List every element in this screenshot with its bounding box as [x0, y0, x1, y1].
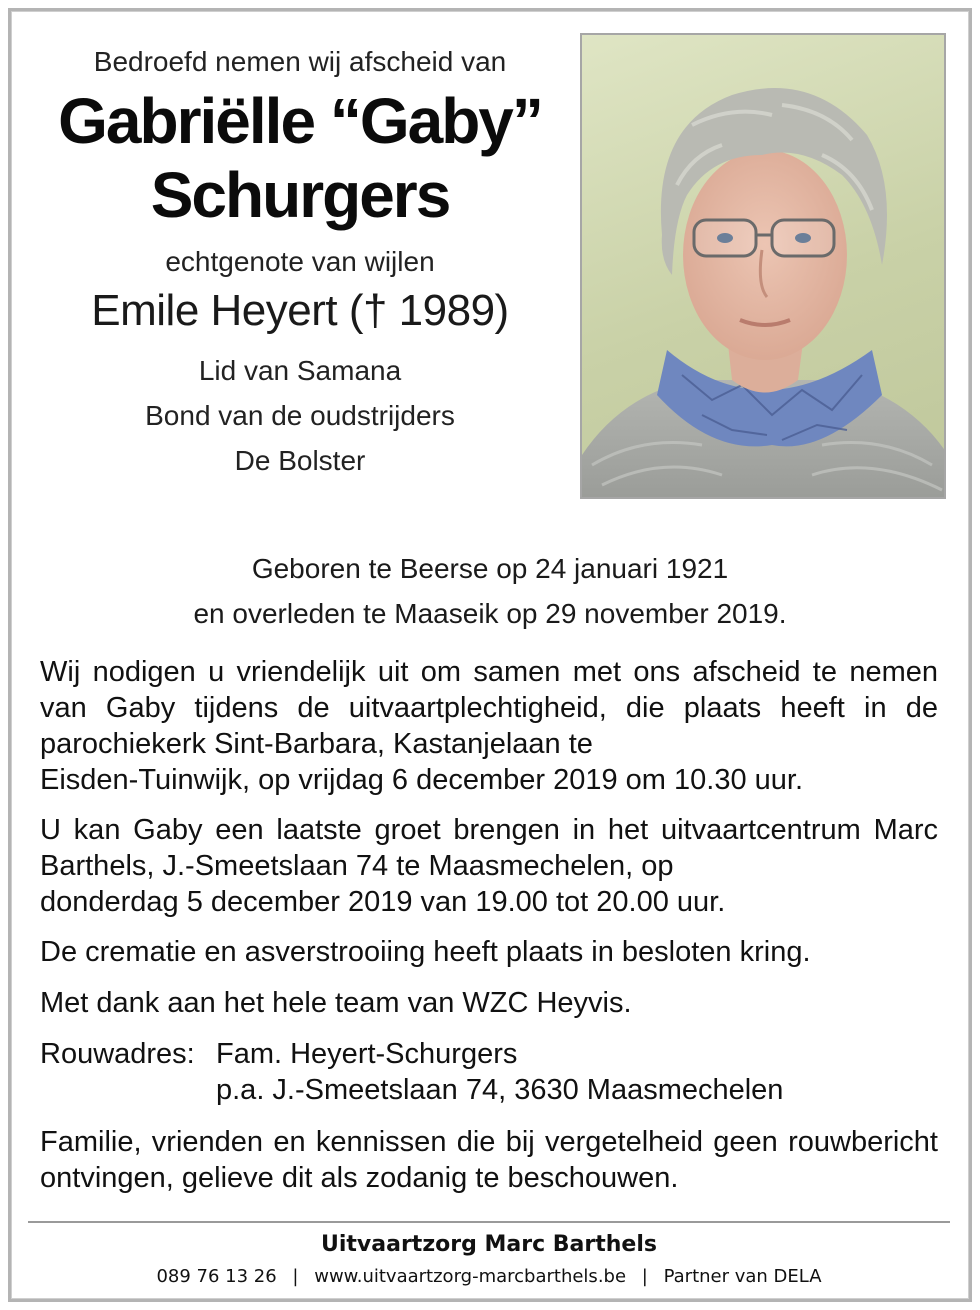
deceased-name-last: Schurgers	[150, 159, 450, 231]
separator: |	[292, 1266, 299, 1287]
membership-list	[30, 348, 570, 483]
deceased-name-first: Gabriëlle “Gaby”	[58, 85, 542, 157]
closing-line: rouwbericht ontvingen, gelieve dit als zodanig te beschouwen.	[40, 1126, 938, 1194]
closing-line: Familie, vrienden en kennissen die bij vergetelheid geen	[40, 1126, 778, 1158]
thanks-paragraph: Met dank aan het hele team van WZC Heyvis.	[40, 987, 632, 1019]
announcement-body	[40, 654, 938, 1210]
address-line: Fam. Heyert-Schurgers	[216, 1038, 518, 1070]
membership-item: Lid van Samana	[198, 355, 402, 386]
phone-number: 089 76 13 26	[156, 1266, 277, 1287]
visitation-paragraph	[40, 812, 938, 920]
address-label: Rouwadres:	[40, 1038, 195, 1070]
mourning-address	[40, 1036, 938, 1108]
address-line: p.a. J.-Smeetslaan 74, 3630 Maasmechelen	[216, 1074, 784, 1106]
separator: |	[641, 1266, 648, 1287]
spouse-intro: echtgenote van wijlen	[165, 246, 435, 277]
membership-item: Bond van de oudstrijders	[145, 400, 455, 431]
website-link[interactable]: www.uitvaartzorg-marcbarthels.be	[314, 1266, 627, 1287]
partner-text: Partner van DELA	[663, 1266, 822, 1287]
birth-line: Geboren te Beerse op 24 januari 1921	[251, 553, 729, 584]
portrait-illustration	[582, 35, 946, 499]
closing-paragraph	[40, 1124, 938, 1196]
visitation-line: donderdag 5 december 2019 van 19.00 tot 20.00 uur.	[40, 886, 726, 918]
spouse-name: Emile Heyert († 1989)	[91, 286, 509, 335]
funeral-paragraph	[40, 654, 938, 798]
intro-line: Bedroefd nemen wij afscheid van	[93, 46, 507, 77]
company-name: Uitvaartzorg Marc Barthels	[321, 1232, 657, 1257]
funeral-line: Wij nodigen u vriendelijk uit om samen met ons afscheid te	[40, 656, 837, 688]
funeral-line: Eisden-Tuinwijk, op vrijdag 6 december 2019 om 10.30 uur.	[40, 764, 804, 796]
funeral-line: nemen van Gaby tijdens de uitvaartplechtigheid, die plaats	[40, 656, 938, 724]
visitation-line: U kan Gaby een laatste groet brengen in het uitvaartcentrum	[40, 814, 861, 846]
address-lines	[216, 1036, 783, 1108]
portrait-photo	[580, 33, 946, 499]
footer	[28, 1228, 950, 1292]
membership-item: De Bolster	[234, 445, 366, 476]
life-dates	[30, 546, 950, 636]
visitation-line: Marc Barthels, J.-Smeetslaan 74 te Maasmechelen, op	[40, 814, 939, 882]
death-line: en overleden te Maaseik op 29 november 2019.	[193, 598, 787, 629]
contact-line	[28, 1262, 950, 1292]
footer-divider	[28, 1221, 950, 1223]
announcement-header	[30, 40, 570, 483]
cremation-paragraph: De crematie en asverstrooiing heeft plaats in besloten kring.	[40, 936, 811, 968]
funeral-line: heeft in de parochiekerk Sint-Barbara, Kastanjelaan te	[40, 692, 938, 760]
